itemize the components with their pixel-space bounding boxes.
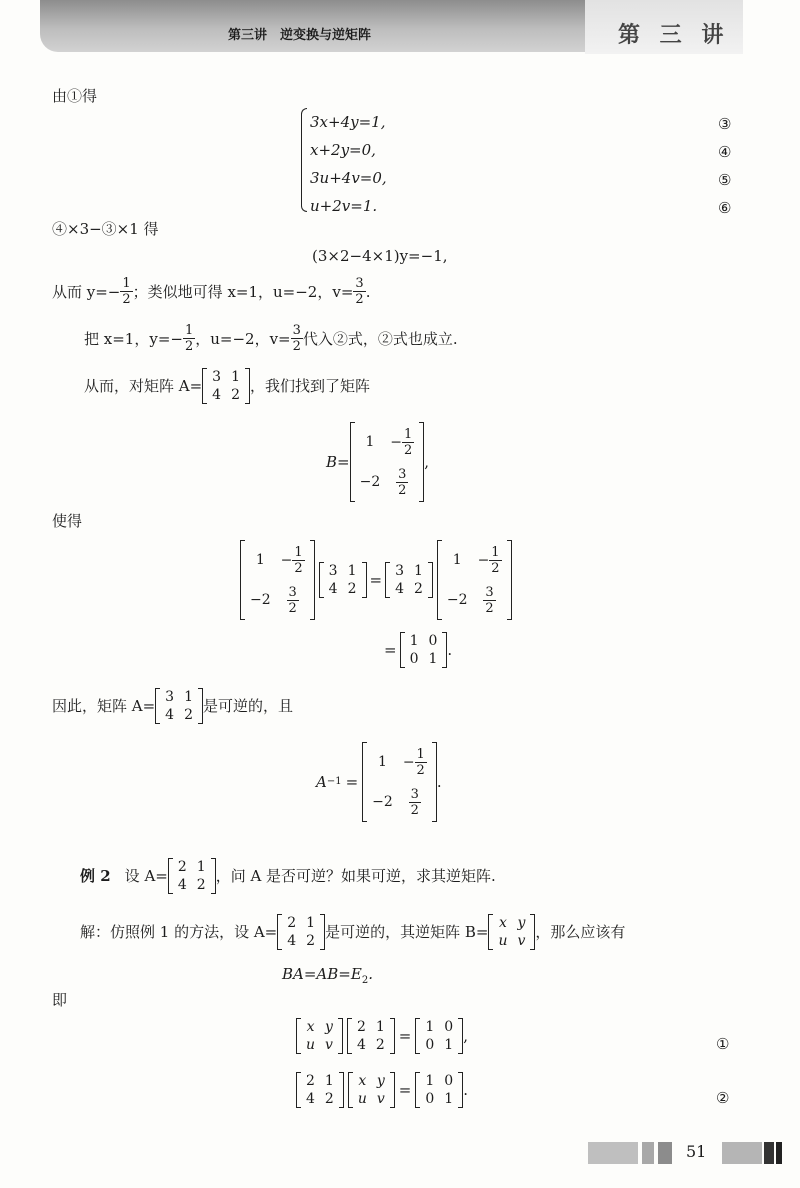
- identity-matrix: [400, 632, 448, 668]
- a-inverse-display: [316, 742, 442, 822]
- eq-mark-2: ②: [716, 1089, 730, 1107]
- identity-matrix: [415, 1018, 463, 1054]
- matrix-cell: 1: [306, 915, 316, 931]
- matrix-cell: v: [325, 1037, 333, 1053]
- equation-1: [296, 1018, 468, 1054]
- matrix-cell: −2: [359, 474, 381, 490]
- matrix-cell: 4: [306, 1091, 315, 1107]
- matrix-cell: [473, 540, 507, 580]
- matrix-cell: 0: [444, 1019, 454, 1035]
- found-prefix: 从而，对矩阵 A=: [84, 377, 203, 395]
- footer-bar-segment: [722, 1142, 762, 1164]
- inverse-superscript: −1: [326, 776, 342, 787]
- sub-end: 代入②式，②式也成立.: [302, 329, 458, 348]
- frac-num: 1: [416, 746, 425, 762]
- frac-num: 1: [122, 276, 131, 291]
- frac-num: 1: [184, 323, 194, 338]
- period: .: [436, 773, 442, 791]
- identity-condition: [282, 964, 373, 991]
- system-eq-6: u+2v=1.: [310, 197, 378, 215]
- hence-line: [52, 276, 370, 307]
- matrix-cell: 1: [444, 1037, 454, 1053]
- period: .: [368, 965, 373, 983]
- sub-prefix: 把 x=1，y=−: [84, 329, 183, 348]
- matrix-b-display: [326, 422, 429, 502]
- frac-den: 2: [288, 600, 297, 616]
- matrix-cell: u: [357, 1091, 367, 1107]
- minus-sign: −: [477, 552, 490, 568]
- matrix-cell: 1: [375, 1019, 385, 1035]
- system-eq-4: x+2y=0,: [310, 141, 376, 159]
- bracket-right: [428, 562, 433, 598]
- matrix-cell: y: [376, 1073, 385, 1089]
- matrix-cell: [398, 742, 432, 782]
- matrix-cell: 2: [287, 915, 297, 931]
- footer-bar-segment: [658, 1142, 672, 1164]
- matrix-cell: −2: [446, 592, 468, 608]
- therefore-suffix: 是可逆的，且: [203, 697, 294, 715]
- text-namely: 即: [52, 991, 68, 1009]
- frac-den: 2: [410, 802, 419, 818]
- solution-suffix: ，那么应该有: [535, 923, 626, 941]
- matrix-cell: 4: [212, 387, 222, 403]
- matrix-b-unknown: [348, 1072, 395, 1108]
- frac-den: 2: [416, 762, 425, 778]
- eq-mark-3: ③: [718, 115, 732, 133]
- equals-sign: =: [398, 1027, 412, 1045]
- solution-line: [80, 914, 625, 950]
- matrix-cell: 4: [287, 933, 297, 949]
- identity-matrix: [415, 1072, 463, 1108]
- frac-num: 3: [355, 276, 364, 291]
- matrix-b: [437, 540, 512, 620]
- equals-sign: =: [398, 1081, 412, 1099]
- frac-den: 2: [294, 560, 303, 576]
- frac-num: 3: [288, 584, 297, 600]
- therefore-prefix: 因此，矩阵 A=: [52, 697, 156, 715]
- matrix-cell: u: [306, 1037, 316, 1053]
- footer-bar-segment: [642, 1142, 654, 1164]
- combine-result: (3×2−4×1)y=−1,: [312, 247, 448, 265]
- matrix-cell: 2: [414, 581, 423, 597]
- matrix-cell: 1: [365, 434, 375, 450]
- matrix-b-unknown: [488, 914, 535, 950]
- sub-mid: ，u=−2，v=: [195, 329, 291, 348]
- matrix-cell: 1: [231, 369, 241, 385]
- matrix-b: [350, 422, 425, 502]
- frac-num: 3: [410, 786, 419, 802]
- frac-one-half: [183, 323, 195, 354]
- frac-den: 2: [491, 560, 500, 576]
- solution-mid: 是可逆的，其逆矩阵 B=: [325, 923, 489, 941]
- frac-den: 2: [184, 339, 194, 354]
- matrix-cell: 4: [177, 877, 187, 893]
- matrix-cell: [385, 462, 419, 502]
- matrix-cell: 1: [255, 552, 265, 568]
- frac-den: 2: [485, 600, 494, 616]
- minus-sign: −: [280, 552, 293, 568]
- matrix-cell: 3: [212, 369, 222, 385]
- b-label: B=: [326, 453, 350, 471]
- matrix-a: [296, 1072, 344, 1108]
- minus-sign: −: [402, 754, 415, 770]
- frac-three-halves: [353, 276, 365, 307]
- text-from-eq1: 由①得: [52, 87, 98, 105]
- matrix-a: [319, 562, 367, 598]
- matrix-cell: 1: [425, 1073, 435, 1089]
- matrix-cell: 0: [409, 651, 419, 667]
- matrix-cell: 4: [395, 581, 404, 597]
- frac-den: 2: [122, 292, 131, 307]
- solution-prefix: 解：仿照例 1 的方法，设 A=: [80, 923, 278, 941]
- matrix-a: [347, 1018, 395, 1054]
- matrix-cell: 1: [196, 859, 206, 875]
- matrix-a: [155, 688, 203, 724]
- matrix-a: [385, 562, 433, 598]
- frac-num: 3: [485, 584, 494, 600]
- matrix-cell: 2: [375, 1037, 385, 1053]
- matrix-cell: y: [325, 1019, 333, 1035]
- frac-num: 3: [292, 323, 301, 338]
- bracket-right: [390, 1072, 395, 1108]
- system-eq-5: 3u+4v=0,: [310, 169, 387, 187]
- matrix-b: [240, 540, 315, 620]
- matrix-cell: x: [358, 1073, 367, 1089]
- example2-suffix: ，问 A 是否可逆？如果可逆，求其逆矩阵.: [215, 867, 496, 885]
- identity-equation: [384, 632, 452, 668]
- bracket-right: [339, 1072, 344, 1108]
- matrix-cell: [398, 782, 432, 822]
- period: .: [463, 1081, 468, 1099]
- matrix-cell: 1: [378, 754, 387, 770]
- eq-mark-4: ④: [718, 143, 732, 161]
- equals-sign: =: [345, 773, 359, 791]
- matrix-cell: [385, 422, 419, 462]
- frac-den: 2: [355, 292, 364, 307]
- example2-label: 例 2: [80, 867, 111, 885]
- ba-text: BA=AB=E: [282, 965, 362, 983]
- matrix-a: [202, 368, 250, 404]
- matrix-cell: u: [498, 933, 508, 949]
- matrix-cell: 2: [324, 1091, 334, 1107]
- matrix-cell: 1: [425, 1019, 435, 1035]
- matrix-cell: −2: [250, 592, 271, 608]
- frac-den: 2: [292, 339, 301, 354]
- matrix-cell: 1: [414, 563, 423, 579]
- hence-mid: ；类似地可得 x=1，u=−2，v=: [132, 282, 354, 301]
- matrix-cell: 4: [328, 581, 338, 597]
- matrix-cell: x: [499, 915, 507, 931]
- matrix-cell: 0: [444, 1073, 454, 1089]
- matrix-cell: 2: [184, 707, 194, 723]
- frac-num: 1: [491, 544, 500, 560]
- footer-bar-segment: [776, 1142, 782, 1164]
- matrix-cell: 2: [177, 859, 187, 875]
- matrix-a: [277, 914, 325, 950]
- minus-sign: −: [390, 434, 402, 450]
- matrix-cell: [276, 580, 310, 620]
- lecture-label: 第 三 讲: [618, 22, 730, 48]
- comma: ,: [424, 453, 430, 471]
- matrix-cell: 2: [306, 1073, 315, 1089]
- footer-bar-segment: [588, 1142, 638, 1164]
- system-eq-3: 3x+4y=1,: [310, 113, 386, 131]
- a-inverse-label: A: [316, 773, 327, 791]
- matrix-cell: v: [517, 933, 526, 949]
- frac-one-half: [120, 276, 132, 307]
- example2-prefix: 设 A=: [124, 867, 168, 885]
- frac-num: 1: [403, 426, 413, 442]
- equation-2: [296, 1072, 468, 1108]
- matrix-cell: 4: [356, 1037, 366, 1053]
- matrix-cell: 2: [356, 1019, 366, 1035]
- bracket-right: [507, 540, 512, 620]
- bracket-right: [338, 1018, 343, 1054]
- running-title: 第三讲 逆变换与逆矩阵: [228, 28, 372, 43]
- matrix-a: [168, 858, 216, 894]
- matrix-cell: v: [376, 1091, 385, 1107]
- product-equation: [240, 540, 512, 620]
- hence-end: .: [365, 282, 371, 301]
- hence-prefix: 从而 y=−: [52, 282, 121, 301]
- example2-line: [80, 858, 496, 894]
- matrix-cell: 1: [184, 689, 194, 705]
- frac-den: 2: [403, 442, 413, 458]
- matrix-cell: 2: [347, 581, 357, 597]
- page-number: 51: [686, 1142, 707, 1161]
- matrix-cell: 0: [428, 633, 438, 649]
- substitution-line: [84, 323, 458, 354]
- matrix-cell: 0: [425, 1037, 435, 1053]
- matrix-cell: y: [517, 915, 526, 931]
- period: .: [447, 641, 453, 659]
- frac-num: 3: [398, 466, 407, 482]
- matrix-cell: 1: [428, 651, 438, 667]
- matrix-cell: 1: [347, 563, 357, 579]
- matrix-cell: 2: [231, 387, 241, 403]
- footer-bar-segment: [764, 1142, 774, 1164]
- eq-mark-6: ⑥: [718, 199, 732, 217]
- frac-den: 2: [398, 482, 407, 498]
- system-brace: [301, 108, 307, 212]
- matrix-cell: 3: [395, 563, 404, 579]
- ba-subscript: 2: [361, 975, 369, 986]
- matrix-cell: 1: [324, 1073, 334, 1089]
- bracket-right: [390, 1018, 395, 1054]
- matrix-a-inverse: [362, 742, 437, 822]
- matrix-cell: x: [306, 1019, 315, 1035]
- matrix-cell: [473, 580, 507, 620]
- matrix-cell: 2: [306, 933, 316, 949]
- matrix-cell: 1: [444, 1091, 454, 1107]
- eq-mark-1: ①: [716, 1035, 730, 1053]
- bracket-right: [362, 562, 367, 598]
- text-such-that: 使得: [52, 512, 83, 530]
- matrix-cell: 4: [165, 707, 175, 723]
- bracket-right: [310, 540, 315, 620]
- frac-three-halves: [291, 323, 303, 354]
- found-line: [84, 368, 370, 404]
- matrix-cell: 3: [165, 689, 175, 705]
- matrix-cell: 2: [196, 877, 206, 893]
- matrix-cell: 1: [409, 633, 419, 649]
- matrix-cell: [276, 540, 310, 580]
- matrix-b-unknown: [296, 1018, 343, 1054]
- matrix-cell: 0: [425, 1091, 435, 1107]
- frac-num: 1: [294, 544, 303, 560]
- equals-sign: =: [384, 641, 397, 659]
- matrix-cell: −2: [372, 794, 393, 810]
- matrix-cell: 1: [452, 552, 462, 568]
- equals-sign: =: [369, 571, 383, 589]
- eq-mark-5: ⑤: [718, 171, 732, 189]
- text-combine: ④×3−③×1 得: [52, 220, 159, 238]
- therefore-line: [52, 688, 293, 724]
- found-suffix: ，我们找到了矩阵: [250, 377, 371, 395]
- comma: ,: [463, 1027, 468, 1045]
- matrix-cell: 3: [328, 563, 338, 579]
